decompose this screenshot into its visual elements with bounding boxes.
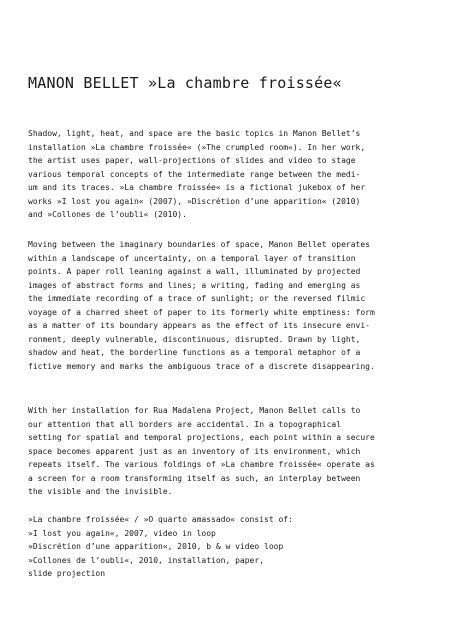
text-line: the visible and the invisible.	[28, 487, 173, 496]
text-line: Shadow, light, heat, and space are the basic topics in Manon Bellet’s	[28, 129, 361, 138]
text-line: images of abstract forms and lines; a writing, fading and emerging as	[28, 280, 361, 290]
text-line: ronment, deeply vulnerable, discontinuous, disrupted. Drawn by light,	[28, 334, 361, 344]
text-line: works »I lost you again« (2007), »Discrétion d’une apparition« (2010)	[28, 196, 361, 206]
text-line: With her installation for Rua Madalena Project, Manon Bellet calls to	[28, 406, 361, 415]
list-item: »I lost you again«, 2007, video in loop	[28, 528, 216, 538]
text-line: various temporal concepts of the intermediate range between the medi-	[28, 169, 361, 179]
paragraph-boundaries	[28, 238, 375, 373]
paragraph-intro	[28, 127, 365, 222]
list-item: slide projection	[28, 569, 106, 578]
text-line: Moving between the imaginary boundaries of space, Manon Bellet operates	[28, 240, 370, 249]
text-line: the immediate recording of a trace of sunlight; or the reversed filmic	[28, 294, 366, 303]
text-line: points. A paper roll leaning against a wall, illuminated by projected	[28, 267, 361, 276]
text-line: voyage of a charred sheet of paper to its formerly white emptiness: form	[28, 307, 375, 317]
text-line: the artist uses paper, wall-projections of slides and video to stage	[28, 156, 356, 165]
text-line: fictive memory and marks the ambiguous trace of a discrete disappearing.	[28, 361, 375, 371]
text-line: a screen for a room transforming itself as such, an interplay between	[28, 473, 361, 483]
works-list	[28, 513, 293, 581]
text-line: space becomes apparent just as an inventory of its environment, which	[28, 446, 361, 456]
text-line: um and its traces. »La chambre froissée« is a fictional jukebox of her	[28, 183, 366, 192]
text-line: and »Collones de l’oubli« (2010).	[28, 210, 187, 219]
list-item: »La chambre froissée« / »O quarto amassado« consist of:	[28, 515, 293, 524]
text-line: shadow and heat, the borderline functions as a temporal metaphor of a	[28, 348, 361, 357]
text-line: installation »La chambre froissée« (»The crumpled room«). In her work,	[28, 142, 366, 152]
text-line: repeats itself. The various foldings of »La chambre froissée« operate as	[28, 460, 375, 469]
text-line: setting for spatial and temporal projections, each point within a secure	[28, 433, 375, 442]
paragraph-installation	[28, 404, 375, 499]
text-line: our attention that all borders are accidental. In a topographical	[28, 419, 342, 429]
document-title: MANON BELLET »La chambre froissée«	[28, 74, 342, 92]
text-line: as a matter of its boundary appears as the effect of its insecure envi-	[28, 321, 370, 330]
list-item: »Discrétion d’une apparition«, 2010, b & w video loop	[28, 542, 284, 551]
text-line: within a landscape of uncertainty, on a temporal layer of transition	[28, 253, 356, 263]
list-item: »Collones de l’oubli«, 2010, installation, paper,	[28, 555, 265, 565]
